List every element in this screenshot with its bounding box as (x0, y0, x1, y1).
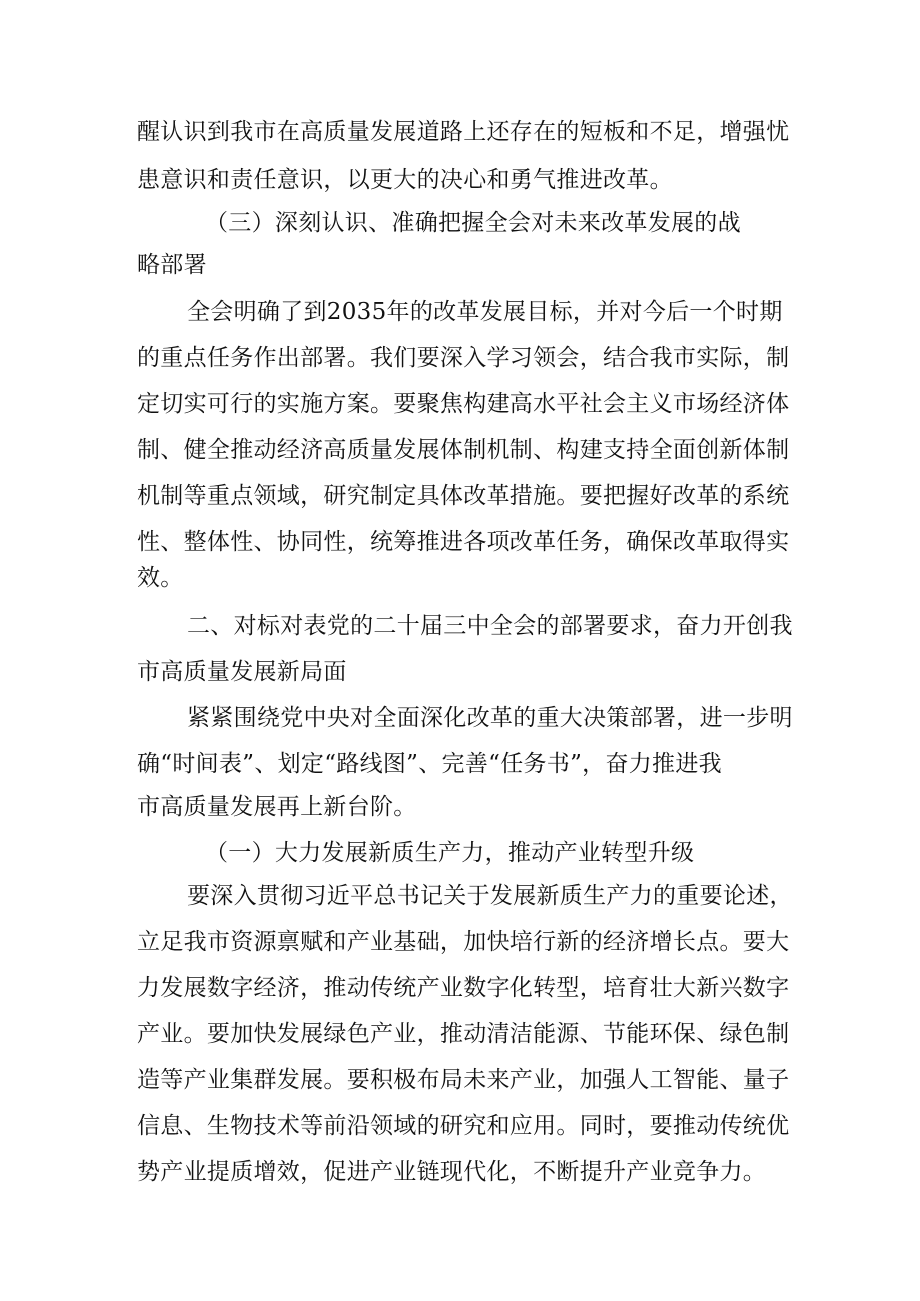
paragraph-line: 的重点任务作出部署。我们要深入学习领会，结合我市实际，制 (137, 345, 790, 371)
paragraph-line: 效。 (137, 565, 184, 591)
paragraph-line: 市高质量发展再上新台阶。 (137, 794, 417, 820)
section-heading-2-continued: 市高质量发展新局面 (137, 659, 347, 685)
subheading-3-continued: 略部署 (137, 252, 207, 278)
paragraph-line: 势产业提质增效，促进产业链现代化，不断提升产业竞争力。 (137, 1159, 767, 1185)
paragraph-line: 产业。要加快发展绿色产业，推动清洁能源、节能环保、绿色制 (137, 1021, 790, 1047)
subheading-3: （三）深刻认识、准确把握全会对未来改革发展的战 (205, 210, 741, 236)
paragraph-line: 性、整体性、协同性，统筹推进各项改革任务，确保改革取得实 (137, 529, 790, 555)
paragraph-line: 患意识和责任意识，以更大的决心和勇气推进改革。 (137, 167, 673, 193)
paragraph-line: 造等产业集群发展。要积极布局未来产业，加强人工智能、量子 (137, 1067, 790, 1093)
paragraph-line: 醒认识到我市在高质量发展道路上还存在的短板和不足，增强忧 (137, 119, 790, 145)
paragraph-line: 机制等重点领域，研究制定具体改革措施。要把握好改革的系统 (137, 483, 790, 509)
section-heading-2: 二、对标对表党的二十届三中全会的部署要求，奋力开创我 (187, 613, 793, 639)
paragraph-line: 确“时间表”、划定“路线图”、完善“任务书”，奋力推进我 (137, 751, 722, 777)
paragraph-line: 紧紧围绕党中央对全面深化改革的重大决策部署，进一步明 (187, 705, 793, 731)
paragraph-line: 立足我市资源禀赋和产业基础，加快培行新的经济增长点。要大 (137, 929, 790, 955)
paragraph-line: 定切实可行的实施方案。要聚焦构建高水平社会主义市场经济体 (137, 391, 790, 417)
paragraph-line: 力发展数字经济，推动传统产业数字化转型，培育壮大新兴数字 (137, 975, 790, 1001)
paragraph-line: 信息、生物技术等前沿领域的研究和应用。同时，要推动传统优 (137, 1113, 790, 1139)
paragraph-line: 制、健全推动经济高质量发展体制机制、构建支持全面创新体制 (137, 437, 790, 463)
subheading-1: （一）大力发展新质生产力，推动产业转型升级 (205, 840, 695, 866)
paragraph-line: 全会明确了到2035年的改革发展目标，并对今后一个时期 (187, 299, 783, 325)
paragraph-line: 要深入贯彻习近平总书记关于发展新质生产力的重要论述， (187, 883, 793, 909)
